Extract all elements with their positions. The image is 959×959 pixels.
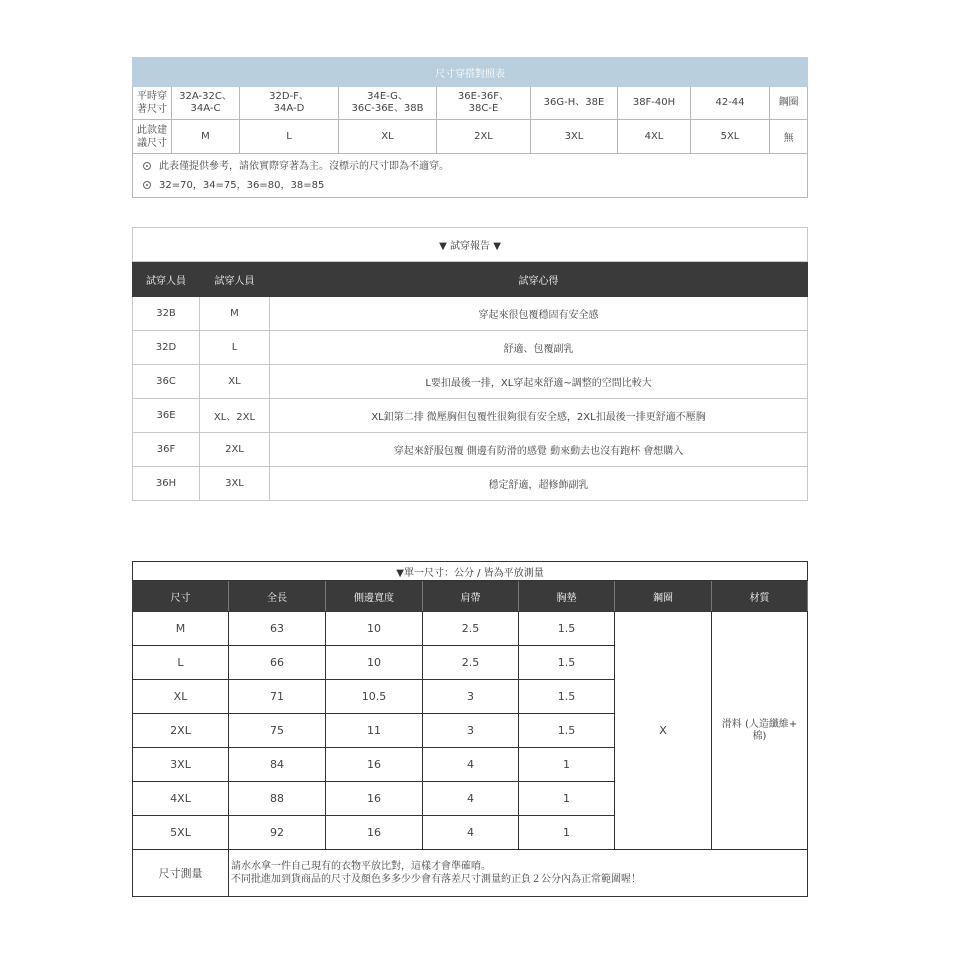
table-row <box>133 612 808 646</box>
size-cell: M <box>200 297 270 331</box>
size-cell: 32D-F、 34A-D <box>240 87 339 120</box>
table-row <box>133 297 808 331</box>
header-wire: 鋼圈 <box>615 581 712 612</box>
size-cell: L <box>133 646 229 680</box>
strap-cell: 3 <box>423 680 519 714</box>
note-text: 32=70，34=75，36=80，38=85 <box>159 179 325 191</box>
cup-cell: 36E <box>133 399 200 433</box>
length-cell: 63 <box>229 612 326 646</box>
size-cell: 32A-32C、 34A-C <box>172 87 240 120</box>
fitting-report-title: ▼ 試穿報告 ▼ <box>133 228 808 262</box>
header-pad: 胸墊 <box>519 581 615 612</box>
footer-label: 尺寸測量 <box>133 850 229 897</box>
header-strap: 肩帶 <box>423 581 519 612</box>
side-cell: 16 <box>326 816 423 850</box>
bullet-icon <box>143 162 151 170</box>
measurement-title: ▼單一尺寸：公分 / 皆為平放測量 <box>133 562 808 581</box>
header-length: 全長 <box>229 581 326 612</box>
size-cell: 42-44 <box>691 87 770 120</box>
pad-cell: 1 <box>519 816 615 850</box>
size-cell: XL、2XL <box>200 399 270 433</box>
table-row <box>133 433 808 467</box>
strap-cell: 2.5 <box>423 646 519 680</box>
side-cell: 11 <box>326 714 423 748</box>
measurement-table <box>132 561 808 897</box>
cup-cell: 32B <box>133 297 200 331</box>
table-row <box>133 120 808 154</box>
cup-cell: 36F <box>133 433 200 467</box>
comment-cell: 舒適、包覆副乳 <box>270 331 808 365</box>
header-tester-size: 試穿人員 <box>200 262 270 297</box>
header-side-width: 側邊寬度 <box>326 581 423 612</box>
notes-row <box>133 154 808 198</box>
cup-cell: 32D <box>133 331 200 365</box>
size-cell: 36G-H、38E <box>531 87 618 120</box>
side-cell: 16 <box>326 748 423 782</box>
size-cell: 5XL <box>133 816 229 850</box>
table-row <box>133 87 808 120</box>
strap-cell: 4 <box>423 816 519 850</box>
wire-cell: X <box>615 612 712 850</box>
size-cell: XL <box>133 680 229 714</box>
size-cell: 3XL <box>133 748 229 782</box>
suggested-size-cell: 無 <box>770 120 808 154</box>
length-cell: 66 <box>229 646 326 680</box>
strap-cell: 3 <box>423 714 519 748</box>
comment-cell: L要扣最後一排，XL穿起來舒適~調整的空間比較大 <box>270 365 808 399</box>
length-cell: 75 <box>229 714 326 748</box>
length-cell: 92 <box>229 816 326 850</box>
size-conversion-table <box>132 57 808 198</box>
comment-cell: 穿起來很包覆穩固有安全感 <box>270 297 808 331</box>
suggested-size-cell: 3XL <box>531 120 618 154</box>
table-row <box>133 399 808 433</box>
suggested-size-cell: 2XL <box>437 120 531 154</box>
pad-cell: 1 <box>519 782 615 816</box>
strap-cell: 4 <box>423 782 519 816</box>
suggested-size-cell: M <box>172 120 240 154</box>
table-row <box>133 850 808 897</box>
header-tester: 試穿人員 <box>133 262 200 297</box>
size-cell: 38F-40H <box>618 87 691 120</box>
suggested-size-cell: L <box>240 120 339 154</box>
notes <box>133 154 808 198</box>
comment-cell: XL釦第二排 微壓胸但包覆性很夠很有安全感，2XL扣最後一排更舒適不壓胸 <box>270 399 808 433</box>
pad-cell: 1.5 <box>519 646 615 680</box>
size-cell: 2XL <box>133 714 229 748</box>
pad-cell: 1.5 <box>519 612 615 646</box>
size-cell: L <box>200 331 270 365</box>
side-cell: 10 <box>326 612 423 646</box>
material-cell: 滑料 (人造纖維+ 棉) <box>712 612 808 850</box>
size-cell: 3XL <box>200 467 270 501</box>
suggested-size-cell: 4XL <box>618 120 691 154</box>
suggested-size-cell: 5XL <box>691 120 770 154</box>
length-cell: 84 <box>229 748 326 782</box>
comment-cell: 穿起來舒服包覆 側邊有防滑的感覺 動來動去也沒有跑杯 會想購入 <box>270 433 808 467</box>
table-row <box>133 365 808 399</box>
header-size: 尺寸 <box>133 581 229 612</box>
strap-cell: 2.5 <box>423 612 519 646</box>
table-row <box>133 467 808 501</box>
row-label-usual-size: 平時穿 著尺寸 <box>133 87 172 120</box>
cup-cell: 36C <box>133 365 200 399</box>
pad-cell: 1 <box>519 748 615 782</box>
side-cell: 10.5 <box>326 680 423 714</box>
bullet-icon <box>143 181 151 189</box>
row-label-suggested-size: 此款建 議尺寸 <box>133 120 172 154</box>
size-cell: 4XL <box>133 782 229 816</box>
pad-cell: 1.5 <box>519 680 615 714</box>
length-cell: 71 <box>229 680 326 714</box>
length-cell: 88 <box>229 782 326 816</box>
header-comment: 試穿心得 <box>270 262 808 297</box>
comment-cell: 穩定舒適，超修飾副乳 <box>270 467 808 501</box>
side-cell: 16 <box>326 782 423 816</box>
header-material: 材質 <box>712 581 808 612</box>
size-cell: 34E-G、 36C-36E、38B <box>339 87 437 120</box>
size-chart-title: 尺寸穿搭對照表 <box>133 58 808 87</box>
pad-cell: 1.5 <box>519 714 615 748</box>
footer-message: 請水水拿一件自己現有的衣物平放比對，這樣才會準確唷。 不同批進加到貨商品的尺寸及顏色多多少少會有落差尺寸測量約正負２公分內為正常範圍喔！ <box>229 850 808 897</box>
cup-cell: 36H <box>133 467 200 501</box>
fitting-report-table <box>132 227 808 501</box>
size-cell: XL <box>200 365 270 399</box>
size-cell: M <box>133 612 229 646</box>
side-cell: 10 <box>326 646 423 680</box>
size-cell: 36E-36F、 38C-E <box>437 87 531 120</box>
suggested-size-cell: XL <box>339 120 437 154</box>
strap-cell: 4 <box>423 748 519 782</box>
size-cell: 2XL <box>200 433 270 467</box>
table-row <box>133 331 808 365</box>
note-text: 此表僅提供參考，請依實際穿著為主。沒標示的尺寸即為不適穿。 <box>159 160 449 172</box>
size-cell: 鋼圈 <box>770 87 808 120</box>
